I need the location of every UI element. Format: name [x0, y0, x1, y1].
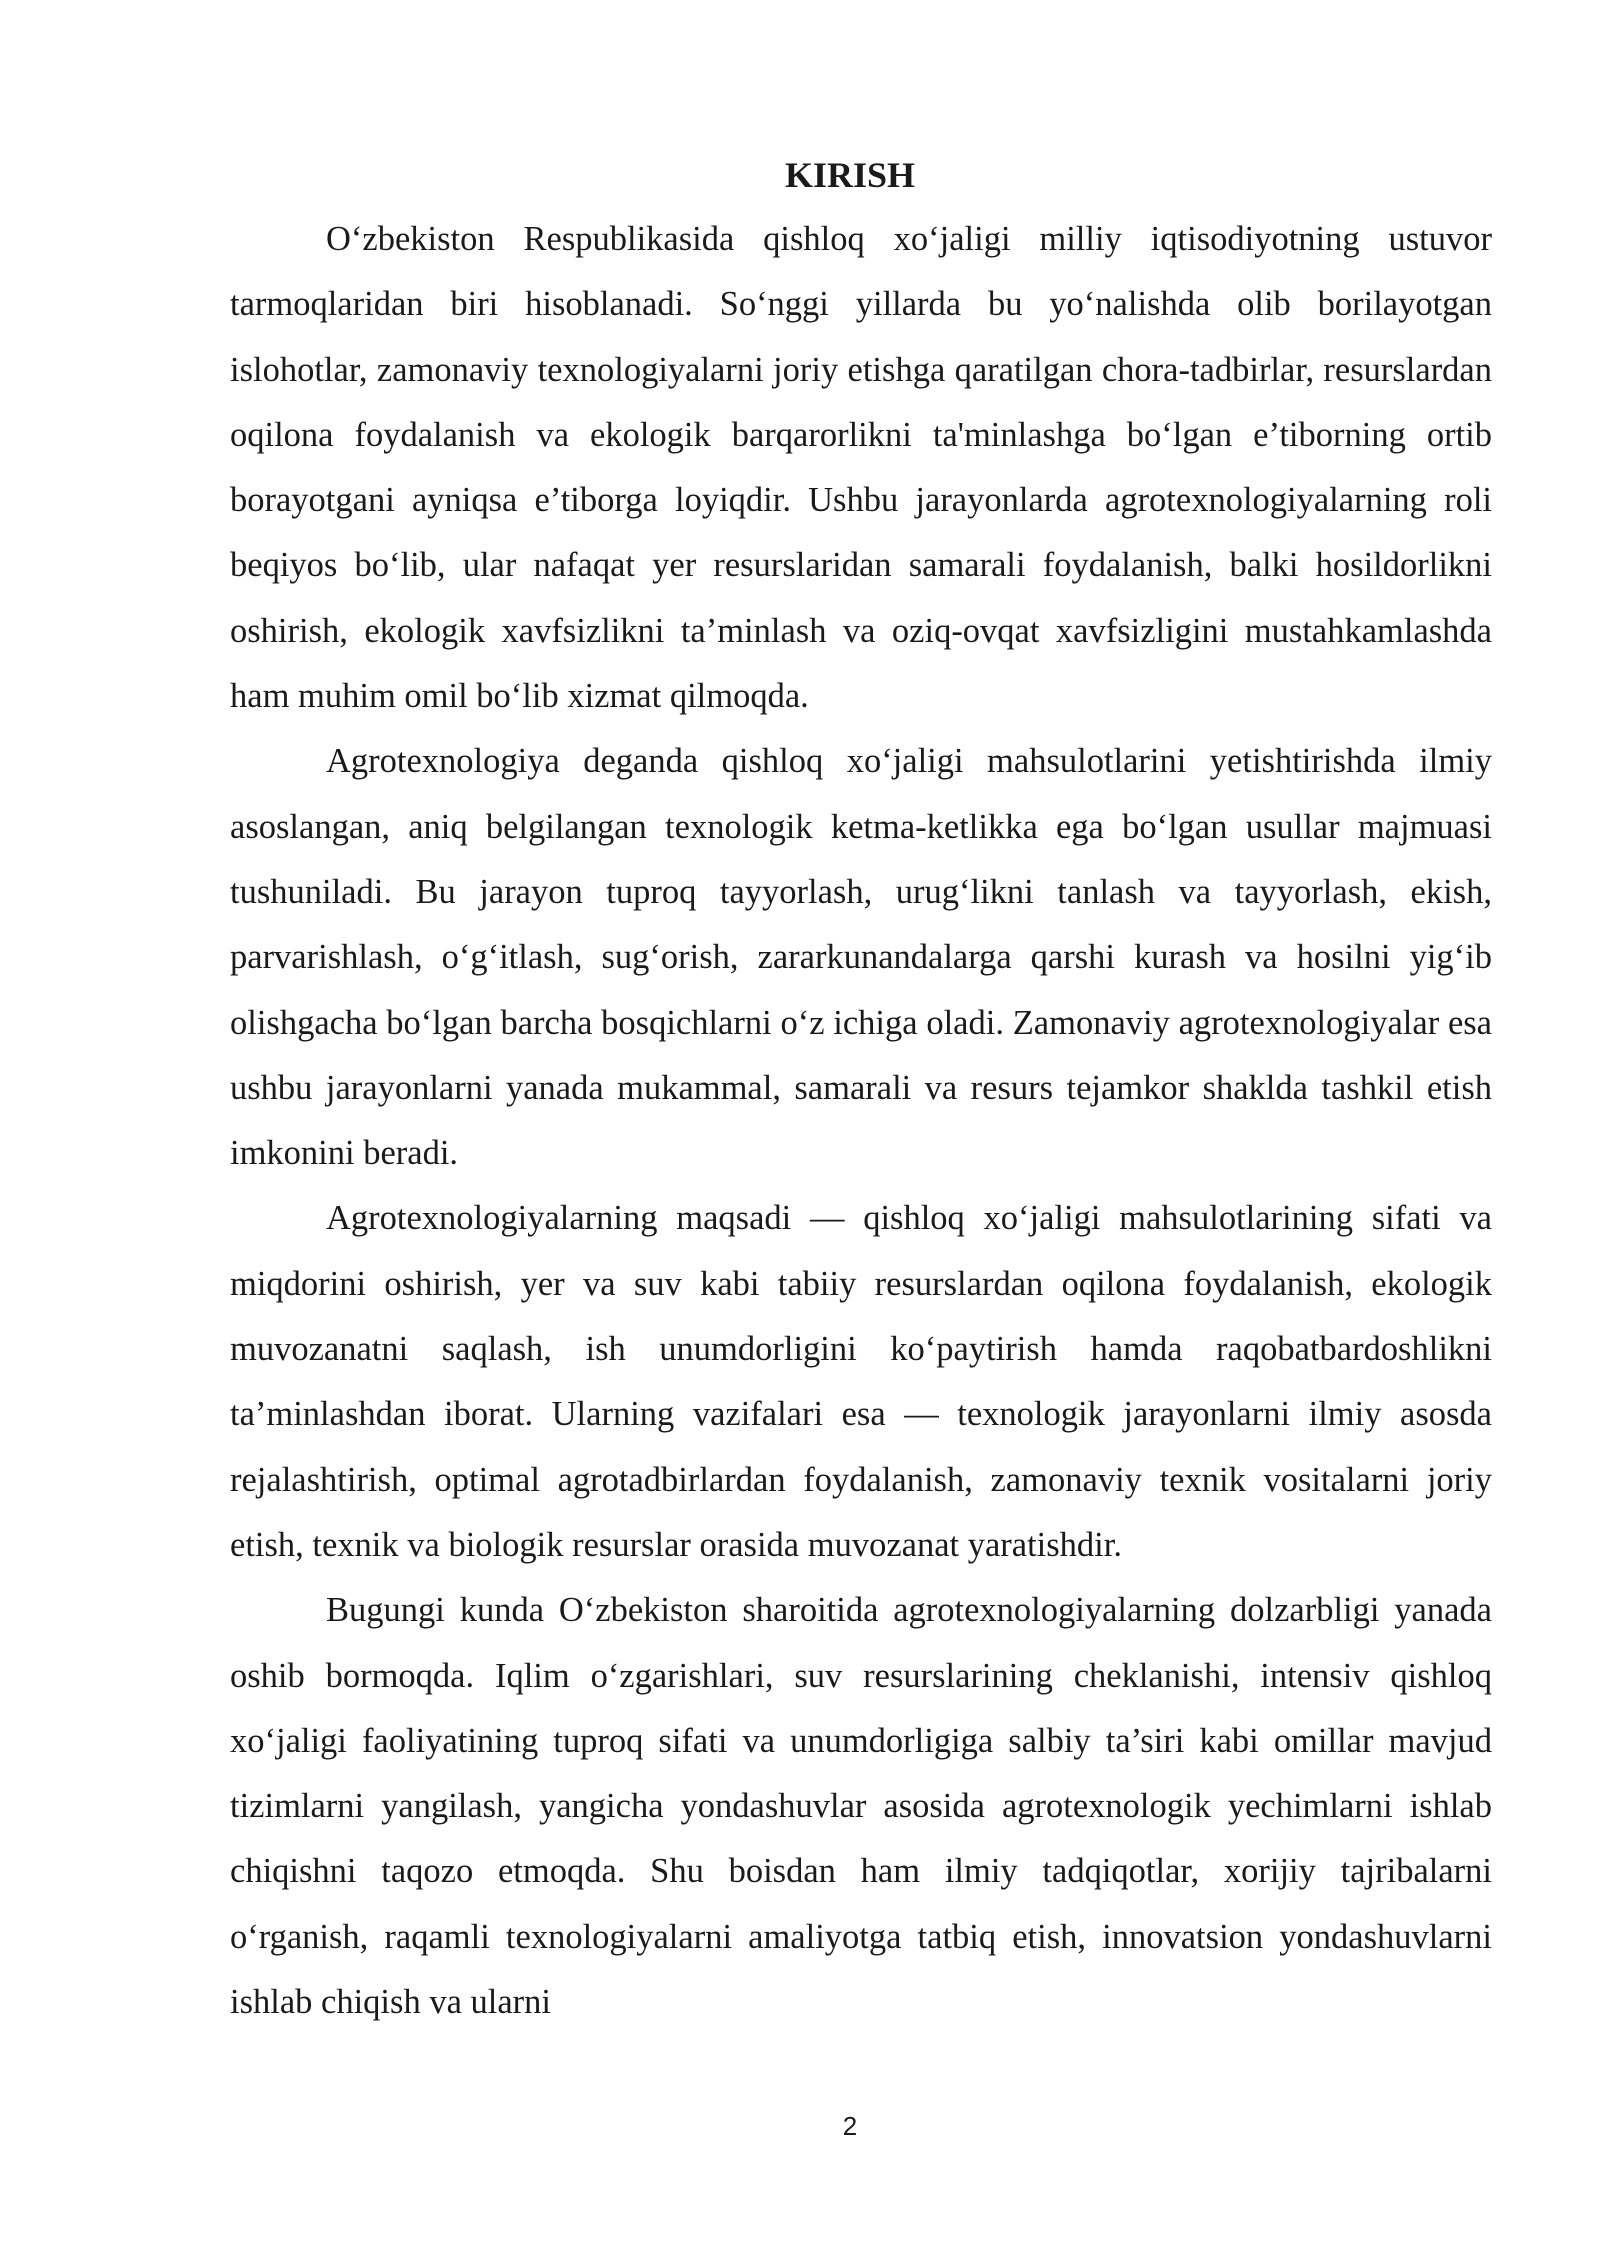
section-heading: KIRISH: [784, 155, 916, 195]
paragraph-1: O‘zbekiston Respublikasida qishloq xo‘jaligi milliy iqtisodiyotning ustuvor tarmoqlaridan biri hisoblanadi. So‘nggi yillarda bu yo‘nalishda olib borilayotgan islohotlar, zamonaviy texnologiyalarni joriy etishga qaratilgan chora-tadbirlar, resurslardan oqilona foydalanish va ekologik barqarorlikni ta'minlashga bo‘lgan e’tiborning ortib borayotgani ayniqsa e’tiborga loyiqdir. Ushbu jarayonlarda agrotexnologiyalarning roli beqiyos bo‘lib, ular nafaqat yer resurslaridan samarali foydalanish, balki hosildorlikni oshirish, ekologik xavfsizlikni ta’minlash va oziq-ovqat xavfsizligini mustahkamlashda ham muhim omil bo‘lib xizmat qilmoqda.: [230, 220, 1492, 716]
paragraph-3: Agrotexnologiyalarning maqsadi — qishloq xo‘jaligi mahsulotlarining sifati va miqdorini oshirish, yer va suv kabi tabiiy resurslardan oqilona foydalanish, ekologik muvozanatni saqlash, ish unumdorligini ko‘paytirish hamda raqobatbardoshlikni ta’minlashdan iborat. Ularning vazifalari esa — texnologik jarayonlarni ilmiy asosda rejalashtirish, optimal agrotadbirlardan foydalanish, zamonaviy texnik vositalarni joriy etish, texnik va biologik resurslar orasida muvozanat yaratishdir.: [230, 1199, 1492, 1564]
paragraph-4: Bugungi kunda O‘zbekiston sharoitida agrotexnologiyalarning dolzarbligi yanada oshib bormoqda. Iqlim o‘zgarishlari, suv resurslarining cheklanishi, intensiv qishloq xo‘jaligi faoliyatining tuproq sifati va unumdorligiga salbiy ta’siri kabi omillar mavjud tizimlarni yangilash, yangicha yondashuvlar asosida agrotexnologik yechimlarni ishlab chiqishni taqozo etmoqda. Shu boisdan ham ilmiy tadqiqotlar, xorijiy tajribalarni o‘rganish, raqamli texnologiyalarni amaliyotga tatbiq etish, innovatsion yondashuvlarni ishlab chiqish va ularni: [230, 1591, 1492, 2022]
page-number: 2: [842, 2111, 858, 2141]
paragraph-2: Agrotexnologiya deganda qishloq xo‘jaligi mahsulotlarini yetishtirishda ilmiy asoslangan, aniq belgilangan texnologik ketma-ketlikka ega bo‘lgan usullar majmuasi tushuniladi. Bu jarayon tuproq tayyorlash, urug‘likni tanlash va tayyorlash, ekish, parvarishlash, o‘g‘itlash, sug‘orish, zararkunandalarga qarshi kurash va hosilni yig‘ib olishgacha bo‘lgan barcha bosqichlarni o‘z ichiga oladi. Zamonaviy agrotexnologiyalar esa ushbu jarayonlarni yanada mukammal, samarali va resurs tejamkor shaklda tashkil etish imkonini beradi.: [230, 742, 1492, 1173]
document-body: [230, 207, 1492, 2035]
